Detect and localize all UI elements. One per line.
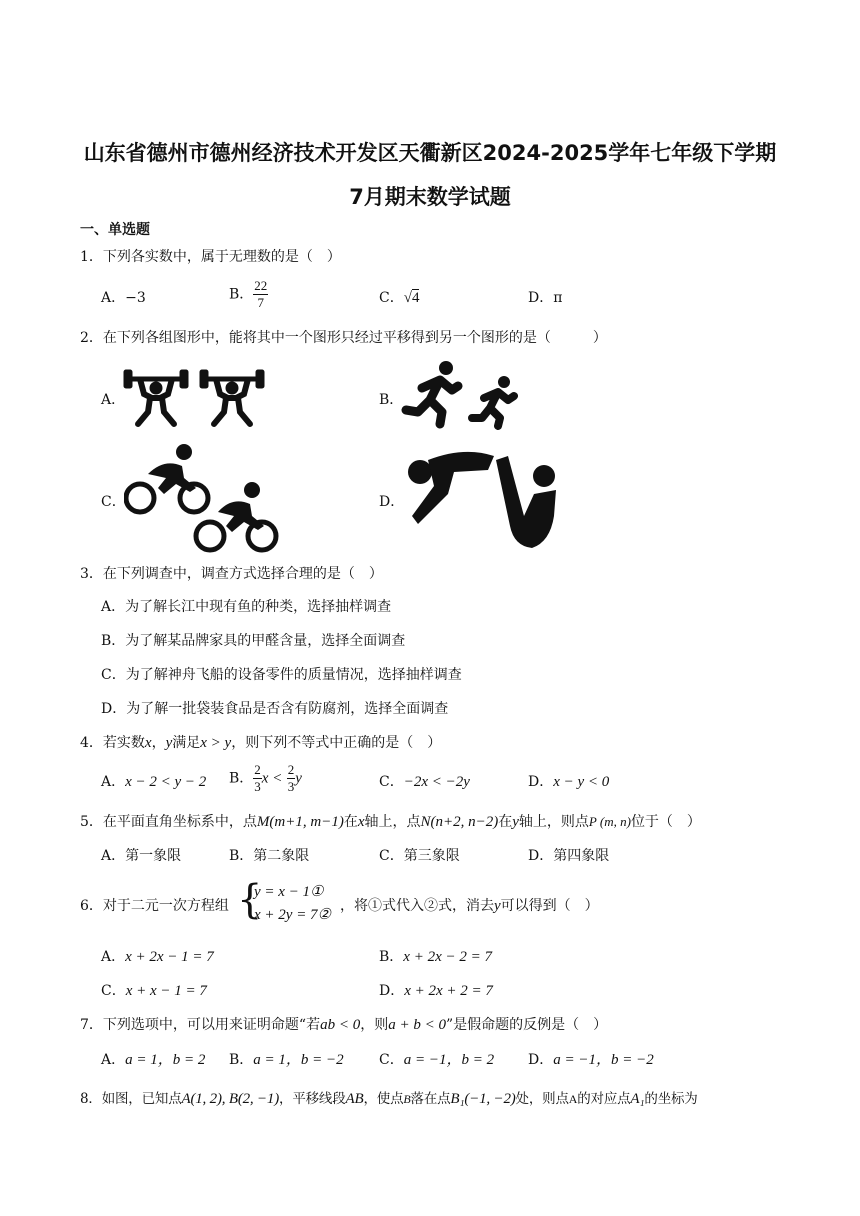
- q2-option-d: D．: [379, 494, 405, 510]
- q3-stem: 3．在下列调查中，调查方式选择合理的是（ ）: [80, 566, 383, 582]
- q7-option-b: B．a = 1，b = −2: [229, 1052, 344, 1068]
- q4-option-c: C．−2x < −2y: [379, 774, 470, 790]
- cyclist-pair-icon: [124, 442, 280, 554]
- page-title-line2: 7月期末数学试题: [349, 185, 511, 209]
- section-heading: 一、单选题: [80, 222, 150, 238]
- q7-option-d: D．a = −1，b = −2: [528, 1052, 654, 1068]
- q3-option-a: A．为了解长江中现有鱼的种类，选择抽样调查: [101, 599, 392, 615]
- q7-stem: 7．下列选项中，可以用来证明命题“若ab < 0，则a + b < 0”是假命题的反例是（ ）: [80, 1017, 608, 1033]
- q2-option-b: B．: [379, 392, 404, 408]
- q8-stem: 8．如图，已知点A(1, 2), B(2, −1)，平移线段AB，使点B落在点B₁(−1, −2)处，则点A的对应点A₁的坐标为: [80, 1091, 698, 1107]
- q6-option-c: C．x + x − 1 = 7: [101, 983, 207, 999]
- runner-pair-icon: [400, 360, 525, 430]
- page-title-line1: 山东省德州市德州经济技术开发区天衢新区2024-2025学年七年级下学期: [83, 141, 777, 165]
- q5-option-c: C．第三象限: [379, 848, 460, 864]
- q4-option-d: D．x − y < 0: [528, 774, 610, 790]
- q6-stem-prefix: 6．对于二元一次方程组: [80, 898, 229, 914]
- q3-option-c: C．为了解神舟飞船的设备零件的质量情况，选择抽样调查: [101, 667, 462, 683]
- q3-option-d: D．为了解一批袋装食品是否含有防腐剂，选择全面调查: [101, 701, 449, 717]
- q4-stem: 4．若实数x，y满足x > y，则下列不等式中正确的是（ ）: [80, 735, 442, 751]
- q1-option-d: D．π: [528, 290, 563, 306]
- q1-stem: 1．下列各实数中，属于无理数的是（ ）: [80, 249, 341, 265]
- q3-option-b: B．为了解某品牌家具的甲醛含量，选择全面调查: [101, 633, 406, 649]
- q5-option-a: A．第一象限: [101, 848, 182, 864]
- weightlifter-pair-icon: [122, 362, 272, 432]
- q6-system-brace: {: [237, 877, 263, 923]
- q5-stem: 5．在平面直角坐标系中，点M(m+1, m−1)在x轴上，点N(n+2, n−2)在y轴上，则点P (m, n)位于（ ）: [80, 814, 701, 830]
- q1-option-a: A．−3: [101, 290, 146, 306]
- q6-option-d: D．x + 2x + 2 = 7: [379, 983, 493, 999]
- q4-option-b: B． $\frac{2}{3}$ x < $\frac{2}{3}$ y: [229, 762, 302, 794]
- q7-option-a: A．a = 1，b = 2: [101, 1052, 206, 1068]
- diver-pair-icon: [404, 446, 560, 552]
- q6-option-b: B．x + 2x − 2 = 7: [379, 949, 492, 965]
- q1-option-b: B． $\frac{22}{7}$: [229, 278, 268, 310]
- q6-option-a: A．x + 2x − 1 = 7: [101, 949, 214, 965]
- q6-stem-suffix: ，将①式代入②式，消去y可以得到（ ）: [340, 898, 599, 914]
- q7-option-c: C．a = −1，b = 2: [379, 1052, 495, 1068]
- q2-option-a: A．: [101, 392, 126, 408]
- q6-equation-2: x + 2y = 7②: [254, 907, 332, 923]
- q5-option-d: D．第四象限: [528, 848, 610, 864]
- q6-equation-1: y = x − 1①: [254, 884, 324, 900]
- q5-option-b: B．第二象限: [229, 848, 310, 864]
- q4-option-a: A．x − 2 < y − 2: [101, 774, 207, 790]
- q2-stem: 2．在下列各组图形中，能将其中一个图形只经过平移得到另一个图形的是（ ）: [80, 330, 607, 346]
- q2-option-c: C．: [101, 494, 126, 510]
- q1-option-c: C．√4: [379, 290, 420, 306]
